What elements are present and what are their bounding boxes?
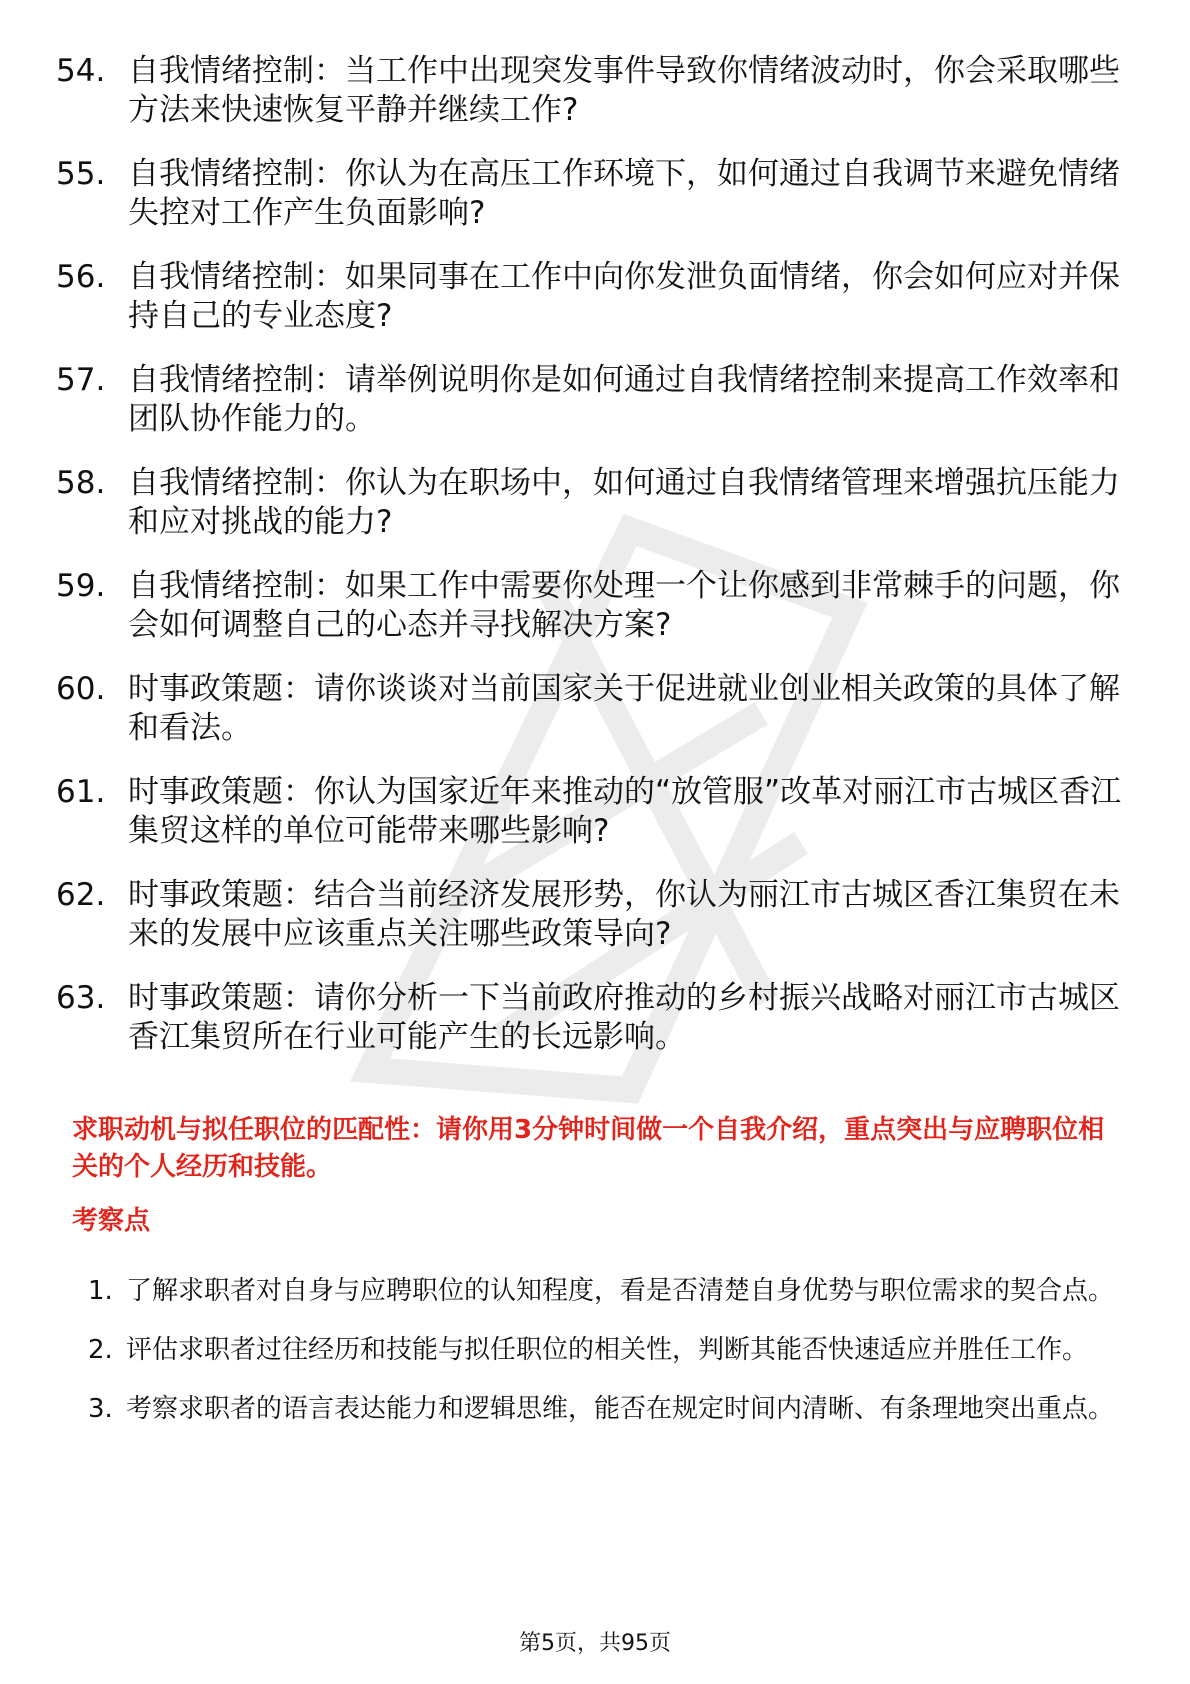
question-number: 62. — [56, 877, 106, 913]
point-text: 评估求职者过往经历和技能与拟任职位的相关性，判断其能否快速适应并胜任工作。 — [126, 1335, 1089, 1365]
point-text: 考察求职者的语言表达能力和逻辑思维，能否在规定时间内清晰、有条理地突出重点。 — [126, 1394, 1115, 1424]
point-number: 1. — [88, 1276, 113, 1306]
question-text: 时事政策题：结合当前经济发展形势，你认为丽江市古城区香江集贸在未来的发展中应该重点关注哪些政策导向? — [128, 877, 1120, 952]
question-item — [56, 773, 1136, 851]
question-text: 时事政策题：请你分析一下当前政府推动的乡村振兴战略对丽江市古城区香江集贸所在行业可能产生的长远影响。 — [128, 980, 1120, 1055]
question-text: 时事政策题：请你谈谈对当前国家关于促进就业创业相关政策的具体了解和看法。 — [128, 671, 1120, 746]
question-item — [56, 876, 1136, 954]
point-text: 了解求职者对自身与应聘职位的认知程度，看是否清楚自身优势与职位需求的契合点。 — [126, 1276, 1115, 1306]
question-number: 56. — [56, 259, 106, 295]
question-text: 自我情绪控制：当工作中出现突发事件导致你情绪波动时，你会采取哪些方法来快速恢复平静并继续工作? — [128, 53, 1120, 128]
question-item — [56, 670, 1136, 748]
question-text: 自我情绪控制：如果同事在工作中向你发泄负面情绪，你会如何应对并保持自己的专业态度? — [128, 259, 1120, 334]
question-text: 自我情绪控制：如果工作中需要你处理一个让你感到非常棘手的问题，你会如何调整自己的心态并寻找解决方案? — [128, 568, 1120, 643]
question-item — [56, 258, 1136, 336]
question-item — [56, 567, 1136, 645]
question-item — [56, 52, 1136, 130]
point-number: 3. — [88, 1394, 113, 1424]
section-heading: 考察点 — [72, 1206, 151, 1236]
question-text: 自我情绪控制：你认为在职场中，如何通过自我情绪管理来增强抗压能力和应对挑战的能力? — [128, 465, 1120, 540]
assessment-points-list — [88, 1262, 1128, 1439]
assessment-point — [88, 1321, 1128, 1380]
question-item — [56, 155, 1136, 233]
question-number: 63. — [56, 980, 106, 1016]
assessment-point — [88, 1262, 1128, 1321]
point-number: 2. — [88, 1335, 113, 1365]
question-number: 61. — [56, 774, 106, 810]
assessment-point — [88, 1380, 1128, 1439]
question-number: 54. — [56, 53, 106, 89]
question-number: 55. — [56, 156, 106, 192]
question-text: 自我情绪控制：你认为在高压工作环境下，如何通过自我调节来避免情绪失控对工作产生负面影响? — [128, 156, 1120, 231]
question-number: 59. — [56, 568, 106, 604]
question-text: 自我情绪控制：请举例说明你是如何通过自我情绪控制来提高工作效率和团队协作能力的。 — [128, 362, 1120, 437]
question-number: 58. — [56, 465, 106, 501]
question-number: 60. — [56, 671, 106, 707]
question-number: 57. — [56, 362, 106, 398]
question-list — [56, 52, 1136, 1082]
page-footer: 第5页，共95页 — [519, 1631, 671, 1656]
question-item — [56, 464, 1136, 542]
highlighted-question: 求职动机与拟任职位的匹配性：请你用3分钟时间做一个自我介绍，重点突出与应聘职位相关的个人经历和技能。 — [72, 1115, 1105, 1182]
question-text: 时事政策题：你认为国家近年来推动的“放管服”改革对丽江市古城区香江集贸这样的单位可能带来哪些影响? — [128, 774, 1122, 849]
question-item — [56, 361, 1136, 439]
question-item — [56, 979, 1136, 1057]
